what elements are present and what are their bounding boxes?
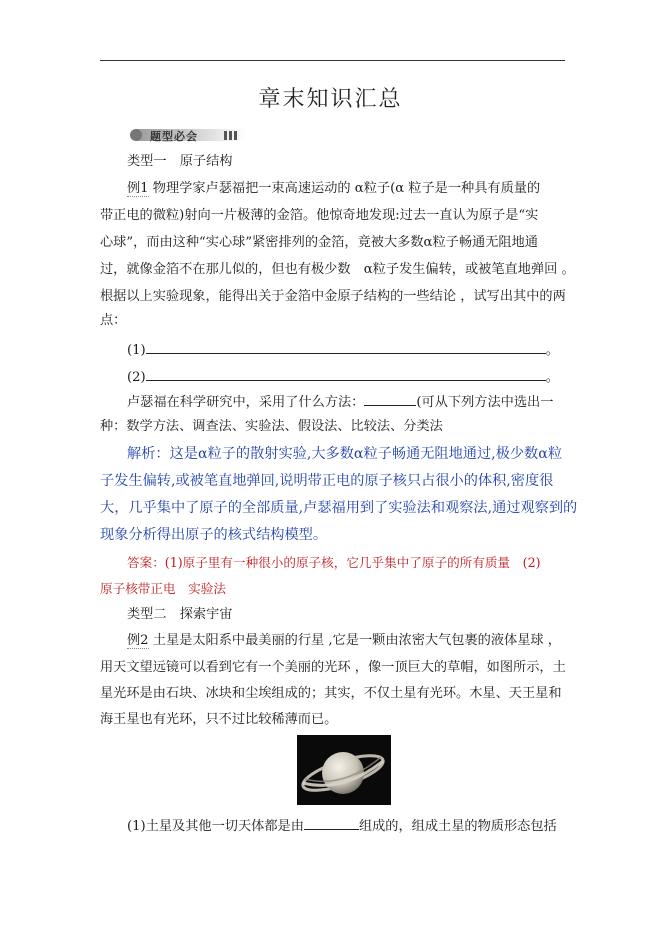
example1-line-4: 过，就像金箔不在那儿似的，但也有极少数 α粒子发生偏转，或被笔直地弹回 。 [100, 262, 575, 277]
blank-1-end: 。 [545, 343, 559, 358]
method-answer-blank[interactable] [364, 393, 416, 406]
example1-line-2: 带正电的微粒)射向一片极薄的金箔。他惊奇地发现:过去一直认为原子是“实 [100, 208, 539, 223]
example2-line-2: 用天文望远镜可以看到它有一个美丽的光环 ，像一顶巨大的草帽，如图所示，土 [100, 660, 566, 675]
section-badge-label: 题型必会 [150, 130, 198, 143]
example2-label: 例2 [127, 633, 149, 648]
answer-blank-2[interactable] [146, 368, 546, 381]
saturn-image [297, 735, 391, 805]
example1-line-6: 点： [100, 313, 127, 328]
answer-blank-1-row [127, 341, 559, 359]
example1-label: 例1 [127, 181, 149, 196]
page-title: 章末知识汇总 [258, 87, 403, 112]
answer-blank-1[interactable] [146, 341, 546, 354]
example1-line-1: 物理学家卢瑟福把一束高速运动的 α粒子(α 粒子是一种具有质量的 [152, 181, 541, 196]
q1-suffix: 组成的，组成土星的物质形态包括 [358, 819, 557, 834]
analysis-line-3: 大，几乎集中了原子的全部质量,卢瑟福用到了实验法和观察法,通过观察到的 [100, 500, 578, 516]
analysis-line-1: 解析：这是α粒子的散射实验,大多数α粒子畅通无阻地通过,极少数α粒 [127, 446, 563, 462]
q1-answer-blank[interactable] [304, 817, 359, 830]
analysis-line-4: 现象分析得出原子的核式结构模型。 [100, 527, 328, 543]
saturn-illustration [297, 735, 391, 805]
example2-line-1: 土星是太阳系中最美丽的行星 ,它是一颗由浓密大气包裹的液体星球 ， [152, 633, 561, 648]
answer-blank-2-row [127, 368, 559, 386]
example2-line-3: 星光环是由石块、冰块和尘埃组成的；其实，不仅土星有光环。木星、天王星和 [100, 686, 562, 701]
example2-line-4: 海王星也有光环，只不过比较稀薄而已。 [100, 712, 338, 727]
blank-1-prefix: (1) [127, 343, 146, 358]
q1-prefix: (1)土星及其他一切天体都是由 [127, 819, 304, 834]
type1-heading: 类型一 原子结构 [127, 154, 233, 169]
answer-line-2: 原子核带正电 实验法 [100, 581, 226, 596]
example1-line-5: 根据以上实验现象，能得出关于金箔中金原子结构的一些结论 ，试写出其中的两 [100, 289, 566, 304]
blank-2-end: 。 [545, 370, 559, 385]
type2-heading: 类型二 探索宇宙 [127, 607, 233, 622]
method-question-prefix: 卢瑟福在科学研究中，采用了什么方法： [127, 395, 365, 410]
method-question-suffix: (可从下列方法中选出一 [416, 395, 554, 410]
header-rule [100, 60, 565, 61]
analysis-line-2: 子发生偏转,或被笔直地弹回,说明带正电的原子核只占很小的体积,密度很 [100, 473, 554, 489]
answer-line-1: 答案：(1)原子里有一种很小的原子核，它几乎集中了原子的所有质量 (2) [127, 555, 541, 570]
method-question-line [127, 393, 553, 411]
example2-first-line [127, 633, 561, 649]
example1-first-line [127, 181, 540, 197]
example2-question-1 [127, 817, 557, 835]
method-question-options: 种：数学方法、调查法、实验法、假设法、比较法、分类法 [100, 419, 443, 434]
blank-2-prefix: (2) [127, 370, 146, 385]
example1-line-3: 心球”，而由这种“实心球”紧密排列的金箔，竟被大多数α粒子畅通无阻地通 [100, 235, 538, 250]
